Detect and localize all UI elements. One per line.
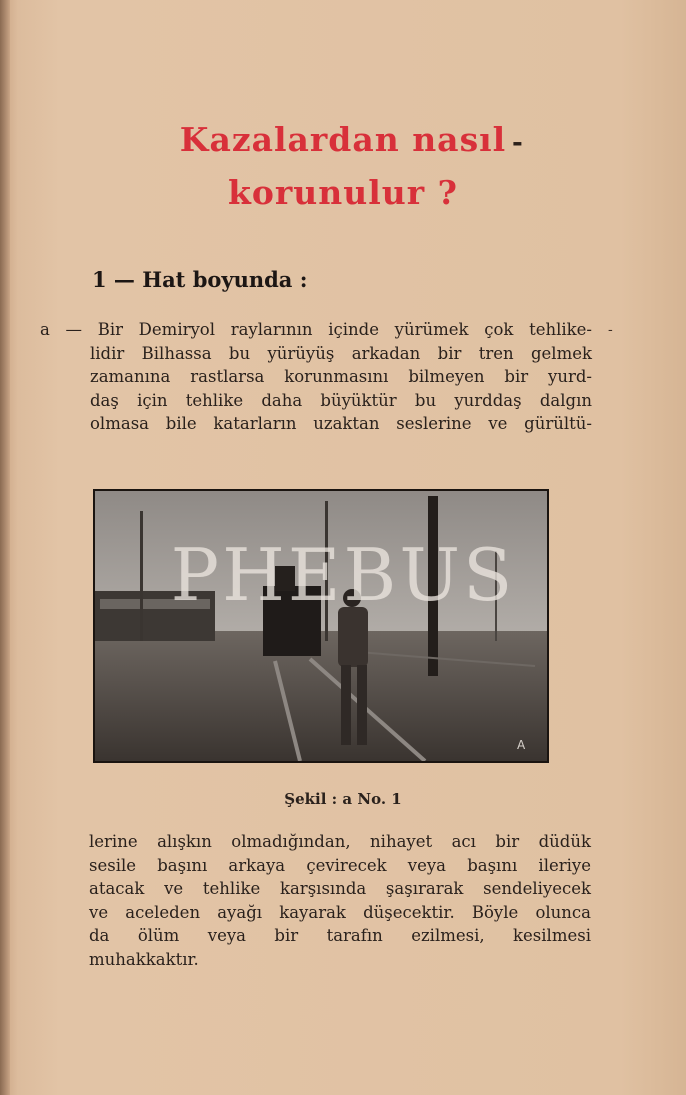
title-dash-mark: - <box>512 128 523 158</box>
title-line-1: Kazalardan nasıl <box>179 120 507 159</box>
paragraph-a-line: a — Bir Demiryol raylarının içinde yürümek çok tehlike- <box>40 320 592 339</box>
paragraph-b <box>89 830 591 972</box>
paragraph-a-line: zamanına rastlarsa korunmasını bilmeyen bir yurd- <box>90 367 592 387</box>
paragraph-b-line: atacak ve tehlike karşısında şaşırarak sendeliyecek <box>89 879 591 899</box>
paragraph-b-line: muhakkaktır. <box>89 949 199 969</box>
paragraph-b-line: sesile başını arkaya çevirecek veya başını ileriye <box>89 855 591 875</box>
railway-photo-illustration <box>95 491 547 761</box>
paragraph-b-line: da ölüm veya bir tarafın ezilmesi, kesilmesi <box>89 926 591 946</box>
paragraph-a-line: olmasa bile katarların uzaktan seslerine ve gürültü- <box>90 414 592 434</box>
paragraph-a-line: lidir Bilhassa bu yürüyüş arkadan bir tren gelmek <box>90 343 592 363</box>
figure-caption: Şekil : a No. 1 <box>284 790 402 808</box>
margin-mark: - <box>608 322 613 338</box>
svg-text:A: A <box>517 738 526 752</box>
paragraph-b-line: lerine alışkın olmadığından, nihayet acı bir düdük <box>89 832 591 851</box>
paragraph-a <box>40 318 592 436</box>
section-heading: 1 — Hat boyunda : <box>92 267 308 292</box>
watermark: PHEBUS <box>170 533 516 617</box>
paragraph-a-line: daş için tehlike daha büyüktür bu yurddaş dalgın <box>90 390 592 410</box>
railway-photo <box>93 489 549 763</box>
paragraph-b-line: ve aceleden ayağı kayarak düşecektir. Böyle olunca <box>89 902 591 922</box>
title-line-2: korunulur ? <box>228 173 458 212</box>
